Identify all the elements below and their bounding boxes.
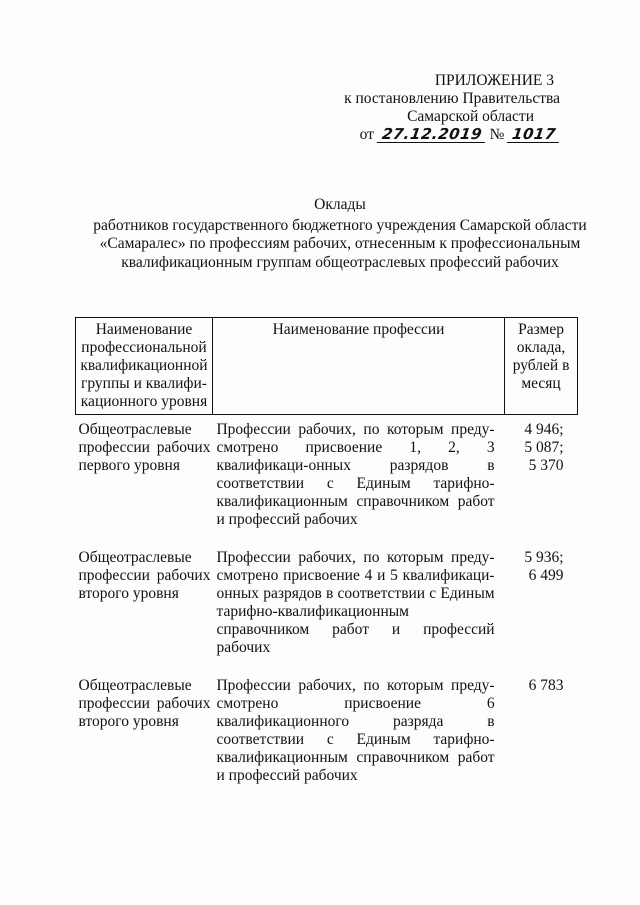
table-row xyxy=(76,669,578,797)
group-cell: Общеотраслевые профессии рабочих второго уровня xyxy=(78,549,211,602)
salary-value: 5 370 xyxy=(528,457,564,474)
table-row xyxy=(76,541,578,669)
group-cell: Общеотраслевые профессии рабочих второго уровня xyxy=(78,677,211,730)
salary-value: 4 946; xyxy=(524,421,564,438)
profession-cell: Профессии рабочих, по которым преду-смотрено присвоение 4 и 5 квалификаци-онных разрядов в соответствии с Единым тарифно-квалификационным справочником работ и профессий рабочих xyxy=(216,549,495,656)
salary-table xyxy=(75,317,578,797)
header-profession: Наименование профессии xyxy=(212,318,504,415)
salary-value: 5 087; xyxy=(524,439,564,456)
handwritten-date: 27.12.2019 xyxy=(377,127,487,143)
document-heading: Оклады xyxy=(314,196,366,213)
salary-cell xyxy=(505,669,578,797)
header-salary: Размер оклада, рублей в месяц xyxy=(505,318,578,415)
appendix-line-decree: к постановлению Правительства xyxy=(344,90,560,107)
date-prefix: от xyxy=(359,126,374,143)
handwritten-number: 1017 xyxy=(507,127,561,143)
decree-date-number xyxy=(344,126,560,144)
salary-cell xyxy=(505,541,578,669)
appendix-block xyxy=(344,72,560,144)
document-subtitle-line: квалификационным группам общеотраслевых профессий рабочих xyxy=(121,253,559,271)
document-title-block xyxy=(60,196,620,272)
header-group: Наименование профессиональной квалификационной группы и квалифи-кационного уровня xyxy=(76,318,213,415)
number-prefix: № xyxy=(489,126,505,143)
salary-value: 6 783 xyxy=(528,677,564,694)
salary-value: 5 936; xyxy=(524,549,564,566)
profession-cell: Профессии рабочих, по которым преду-смотрено присвоение 1, 2, 3 квалификаци-онных разрядов в соответствии с Единым тарифно-квалификационным справочником работ и профессий рабочих xyxy=(216,421,495,528)
table-header-row xyxy=(76,318,578,415)
appendix-title: ПРИЛОЖЕНИЕ 3 xyxy=(434,72,554,89)
salary-cell xyxy=(505,415,578,542)
appendix-line-region: Самарской области xyxy=(407,108,534,125)
profession-cell: Профессии рабочих, по которым преду-смотрено присвоение 6 квалификационного разряда в соответствии с Единым тарифно-квалификационным справочником работ и профессий рабочих xyxy=(216,677,495,784)
group-cell: Общеотраслевые профессии рабочих первого уровня xyxy=(78,421,211,474)
table-row xyxy=(76,415,578,542)
document-subtitle-line: «Самаралес» по профессиям рабочих, отнесенным к профессиональным xyxy=(99,235,581,252)
document-subtitle-line: работников государственного бюджетного учреждения Самарской области xyxy=(93,216,587,234)
salary-value: 6 499 xyxy=(528,567,564,584)
